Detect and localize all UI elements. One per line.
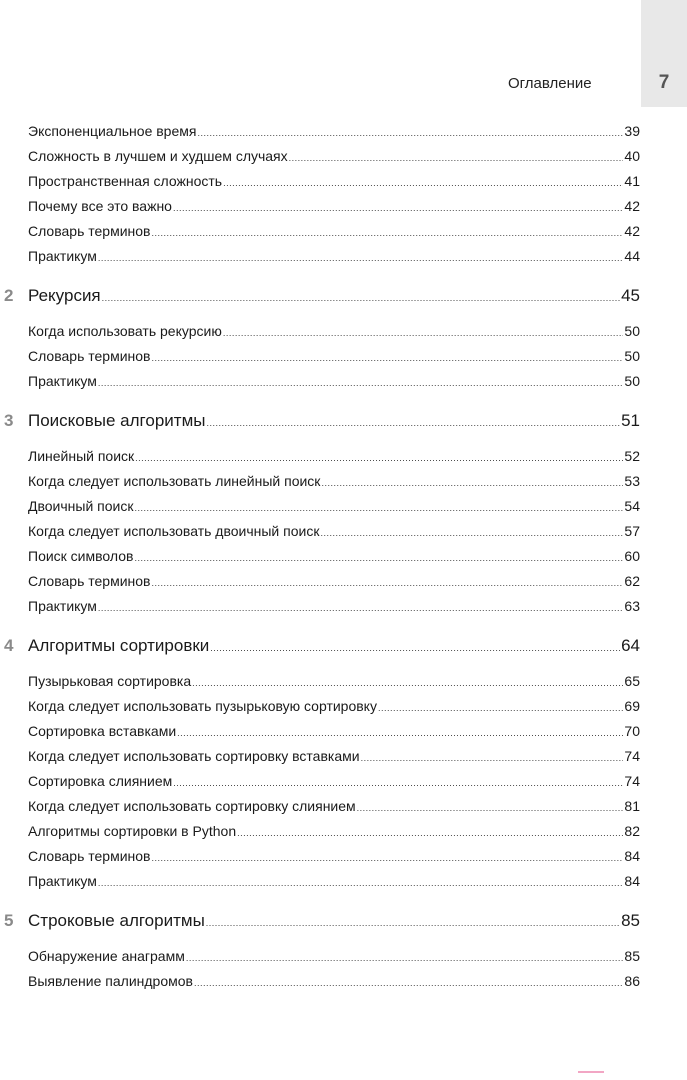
toc-chapter[interactable] (4, 633, 640, 659)
toc-entry[interactable] (28, 945, 640, 967)
page-number-ref: 50 (624, 323, 640, 339)
entry-title: Когда следует использовать двоичный поиск (28, 523, 320, 539)
dot-leader (289, 147, 624, 169)
entry-title: Когда следует использовать сортировку слиянием (28, 798, 356, 814)
dot-leader (152, 347, 624, 369)
dot-leader (186, 947, 624, 969)
page-number-ref: 85 (621, 911, 640, 930)
toc-entry[interactable] (28, 195, 640, 217)
chapter-number: 5 (4, 911, 14, 930)
toc-entry[interactable] (28, 145, 640, 167)
dot-leader (357, 797, 624, 819)
dot-leader (98, 372, 624, 394)
entry-title: Практикум (28, 873, 97, 889)
entry-title: Когда следует использовать линейный поиск (28, 473, 321, 489)
chapter-number: 4 (4, 636, 14, 655)
entry-title: Пространственная сложность (28, 173, 223, 189)
toc-entry[interactable] (28, 595, 640, 617)
toc-entry[interactable] (28, 495, 640, 517)
page-number-ref: 54 (624, 498, 640, 514)
page-number-ref: 74 (624, 748, 640, 764)
dot-leader (206, 910, 620, 936)
entry-title: Почему все это важно (28, 198, 172, 214)
dot-leader (321, 472, 623, 494)
dot-leader (102, 285, 620, 311)
toc-entry[interactable] (28, 870, 640, 892)
entry-title: Алгоритмы сортировки в Python (28, 823, 237, 839)
toc-entry[interactable] (28, 820, 640, 842)
toc-entry[interactable] (28, 370, 640, 392)
entry-title: Сортировка слиянием (28, 773, 173, 789)
toc-entry[interactable] (28, 545, 640, 567)
page-number-ref: 74 (624, 773, 640, 789)
dot-leader (152, 572, 624, 594)
entry-title: Выявление палиндромов (28, 973, 193, 989)
page-number-ref: 52 (624, 448, 640, 464)
entry-title: Экспоненциальное время (28, 123, 197, 139)
toc-entry[interactable] (28, 445, 640, 467)
toc-entry[interactable] (28, 770, 640, 792)
page-number-ref: 45 (621, 286, 640, 305)
page-number-ref: 82 (624, 823, 640, 839)
entry-title: Обнаружение анаграмм (28, 948, 185, 964)
toc-entry[interactable] (28, 670, 640, 692)
toc-entry[interactable] (28, 720, 640, 742)
page-number-ref: 57 (624, 523, 640, 539)
toc-entry[interactable] (28, 795, 640, 817)
page-number: 7 (658, 72, 670, 93)
entry-title: Сложность в лучшем и худшем случаях (28, 148, 288, 164)
page-number-ref: 62 (624, 573, 640, 589)
dot-leader (237, 822, 623, 844)
toc-entry[interactable] (28, 220, 640, 242)
dot-leader (194, 972, 623, 994)
dot-leader (223, 322, 624, 344)
page-number-ref: 39 (624, 123, 640, 139)
page-number-ref: 69 (624, 698, 640, 714)
chapter-title: Алгоритмы сортировки (28, 636, 210, 655)
entry-title: Словарь терминов (28, 223, 151, 239)
chapter-number: 3 (4, 411, 14, 430)
dot-leader (361, 747, 624, 769)
dot-leader (135, 447, 623, 469)
toc-entry[interactable] (28, 120, 640, 142)
toc-chapter[interactable] (4, 408, 640, 434)
page-number-ref: 64 (621, 636, 640, 655)
toc-entry[interactable] (28, 170, 640, 192)
dot-leader (192, 672, 623, 694)
entry-title: Двоичный поиск (28, 498, 134, 514)
page-number-ref: 85 (624, 948, 640, 964)
entry-title: Когда использовать рекурсию (28, 323, 222, 339)
dot-leader (98, 247, 624, 269)
toc-entry[interactable] (28, 845, 640, 867)
pink-mark (578, 1071, 604, 1073)
chapter-title: Строковые алгоритмы (28, 911, 205, 930)
page-number-ref: 51 (621, 411, 640, 430)
running-header: Оглавление (508, 75, 592, 92)
toc-entry[interactable] (28, 345, 640, 367)
entry-title: Поиск символов (28, 548, 134, 564)
entry-title: Практикум (28, 248, 97, 264)
page-number-ref: 53 (624, 473, 640, 489)
toc-entry[interactable] (28, 320, 640, 342)
dot-leader (320, 522, 623, 544)
entry-title: Когда следует использовать пузырьковую сортировку (28, 698, 377, 714)
toc-chapter[interactable] (4, 908, 640, 934)
dot-leader (206, 410, 620, 436)
page-number-ref: 63 (624, 598, 640, 614)
dot-leader (98, 872, 624, 894)
entry-title: Когда следует использовать сортировку вставками (28, 748, 360, 764)
dot-leader (210, 635, 620, 661)
page-number-ref: 50 (624, 373, 640, 389)
entry-title: Словарь терминов (28, 848, 151, 864)
entry-title: Сортировка вставками (28, 723, 177, 739)
dot-leader (223, 172, 623, 194)
toc-entry[interactable] (28, 245, 640, 267)
chapter-title: Поисковые алгоритмы (28, 411, 206, 430)
chapter-number: 2 (4, 286, 14, 305)
dot-leader (134, 547, 623, 569)
page-number-ref: 40 (624, 148, 640, 164)
entry-title: Практикум (28, 598, 97, 614)
dot-leader (197, 122, 623, 144)
toc-entry[interactable] (28, 470, 640, 492)
entry-title: Словарь терминов (28, 348, 151, 364)
page-number-ref: 41 (624, 173, 640, 189)
page-number-ref: 70 (624, 723, 640, 739)
entry-title: Словарь терминов (28, 573, 151, 589)
page-number-ref: 84 (624, 873, 640, 889)
page-number-ref: 42 (624, 223, 640, 239)
page-number-ref: 81 (624, 798, 640, 814)
dot-leader (173, 772, 623, 794)
dot-leader (177, 722, 623, 744)
dot-leader (173, 197, 623, 219)
dot-leader (378, 697, 623, 719)
toc-entry[interactable] (28, 520, 640, 542)
toc-entry[interactable] (28, 745, 640, 767)
dot-leader (152, 222, 624, 244)
page-number-ref: 50 (624, 348, 640, 364)
chapter-title: Рекурсия (28, 286, 101, 305)
page-number-ref: 44 (624, 248, 640, 264)
entry-title: Практикум (28, 373, 97, 389)
toc-entry[interactable] (28, 570, 640, 592)
dot-leader (134, 497, 623, 519)
page-number-ref: 84 (624, 848, 640, 864)
dot-leader (98, 597, 624, 619)
page-number-ref: 86 (624, 973, 640, 989)
dot-leader (152, 847, 624, 869)
entry-title: Пузырьковая сортировка (28, 673, 192, 689)
toc-chapter[interactable] (4, 283, 640, 309)
page-number-ref: 65 (624, 673, 640, 689)
page-number-ref: 42 (624, 198, 640, 214)
toc-entry[interactable] (28, 970, 640, 992)
entry-title: Линейный поиск (28, 448, 135, 464)
page-number-ref: 60 (624, 548, 640, 564)
toc-entry[interactable] (28, 695, 640, 717)
